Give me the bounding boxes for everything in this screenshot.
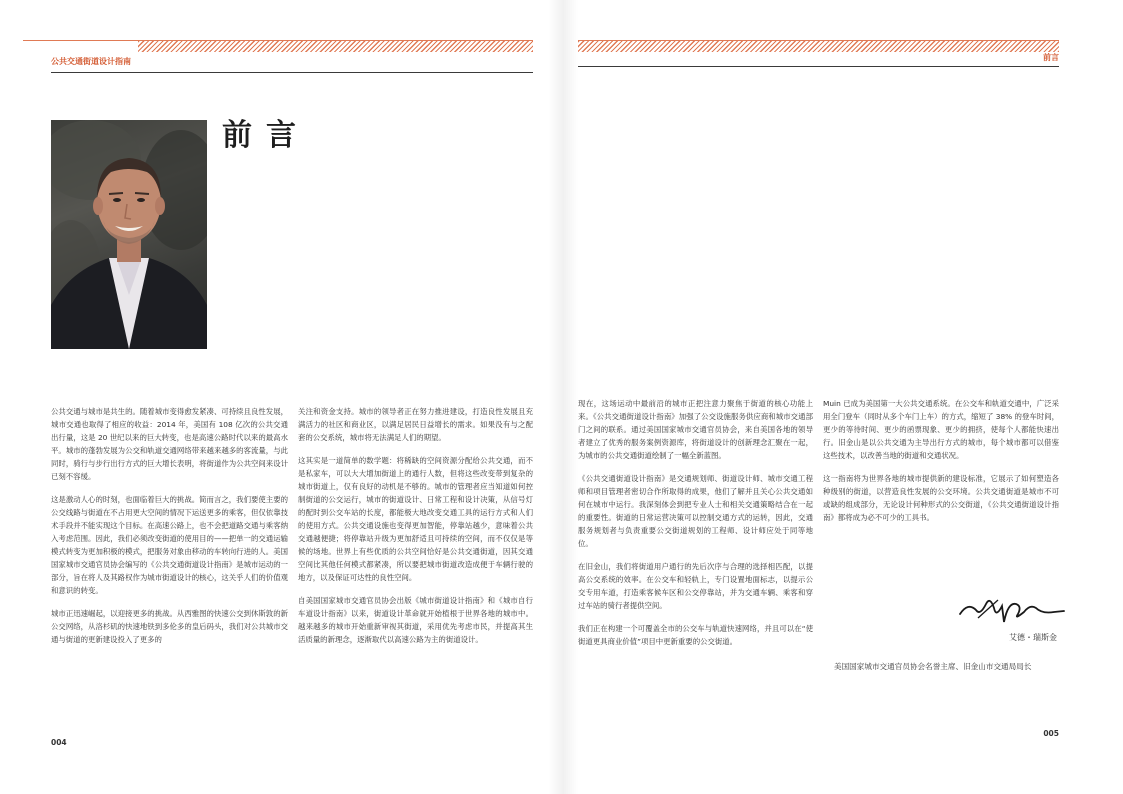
paragraph: 公共交通与城市是共生的。随着城市变得愈发紧凑、可持续且良性发展，城市交通也取得了相应的收益：2014 年，美国有 108 亿次的公共交通出行量，这是 20 世纪以来的巨大转变，也是高速公路时代以来的最高水平。城市的蓬勃发展为公交和轨道交通网络带来越来越多的客流量，与此同时，骑行与步行出行方式的巨大增长表明，将街道作为公共空间来设计已刻不容缓。 <box>51 407 288 481</box>
paragraph: 现在，这场运动中最前沿的城市正把注意力聚焦于街道的核心功能上来。《公共交通街道设计指南》加强了公交设施服务供应商和城市交通部门之间的联系。通过美国国家城市交通官员协会，来自美国各地的领导者建立了优秀的服务案例资源库，将街道设计的创新理念汇聚在一起，为城市的公共交通街道绘制了一幅全新蓝图。 <box>578 399 813 460</box>
left-page-number: 004 <box>51 738 67 747</box>
right-running-head: 前言 <box>1043 53 1059 62</box>
text-column-1 <box>51 405 288 656</box>
paragraph: 关注和资金支持。城市的领导者正在努力推进建设，打造良性发展且充满活力的社区和商业区，以满足居民日益增长的需求。如果没有与之配套的公交系统，城市将无法满足人们的期望。 <box>298 407 533 442</box>
signature-title: 美国国家城市交通官员协会名誉主席、旧金山市交通局局长 <box>834 662 1032 671</box>
right-page-number: 005 <box>1043 729 1059 738</box>
left-running-head: 公共交通街道设计指南 <box>51 57 131 66</box>
paragraph: 这其实是一道简单的数学题：将稀缺的空间资源分配给公共交通，而不是私家车，可以大大增加街道上的通行人数，但将这些改变带到复杂的城市街道上，仅有良好的动机是不够的。城市的管理者应当知道如何控制街道的公交运行，城市的街道设计、日常工程和设计决策，从信号灯的配时到公交车站的长度，都能极大地改变交通工具的运行方式和人们的使用方式。公共交通设施也变得更加智能，停靠站越少，意味着公共交通越便捷；将停靠站升级为更加舒适且可持续的空间，而不仅仅是等候的场地。世界上有些优质的公共空间恰好是公共交通街道，因其交通空间比其他任何模式都紧凑，所以要把城市街道改造成便于车辆行驶的地方，以及保证可达性的良性空间。 <box>298 456 533 582</box>
right-header-rule <box>578 66 1059 67</box>
text-column-2 <box>298 405 533 656</box>
book-gutter <box>548 0 578 794</box>
paragraph: 《公共交通街道设计指南》是交通规划师、街道设计师、城市交通工程师和项目管理者密切合作所取得的成果，他们了解并且关心公共交通如何在城市中运行。我深刻体会到把专业人士和相关交通策略结合在一起的重要性。街道的日常运营决策可以控制交通方式的运转，因此，交通服务规划者与负责重要公交街道规划的工程师、设计师应处于同等地位。 <box>578 474 813 548</box>
author-portrait <box>51 120 207 349</box>
page-title: 前言 <box>222 118 310 153</box>
text-column-3 <box>578 397 813 658</box>
paragraph: 在旧金山，我们将街道用户通行的先后次序与合理的选择相匹配，以提高公交系统的效率。在公交车和轻轨上，专门设置地面标志，以提示公交专用车道，打造乘客候车区和公交停靠站，并为交通车辆、乘客和穿过车站的骑行者提供空间。 <box>578 562 813 610</box>
signature-name: 艾德・瑞斯金 <box>1009 633 1057 642</box>
portrait-illustration <box>51 120 207 349</box>
handwritten-signature <box>958 592 1068 630</box>
paragraph: 自美国国家城市交通官员协会出版《城市街道设计指南》和《城市自行车道设计指南》以来，街道设计革命就开始植根于世界各地的城市中。越来越多的城市开始重新审视其街道，采用优先考虑市民，并提高其生活质量的新理念，逐渐取代以高速公路为主的街道设计。 <box>298 596 533 644</box>
left-header-rule <box>51 72 533 73</box>
left-header-hatch-band <box>138 41 533 52</box>
paragraph: 城市正迅速崛起，以迎接更多的挑战。从西雅图的快速公交到休斯敦的新公交网络，从洛杉矶的快速地铁到多伦多的皇后码头，我们对公共城市交通与街道的更新建设投入了更多的 <box>51 609 288 644</box>
paragraph: 我们正在构建一个可覆盖全市的公交车与轨道快速网络，并且可以在“使街道更具商业价值”项目中更新重要的公交街道。 <box>578 624 813 646</box>
paragraph: 这是激动人心的时刻，也面临着巨大的挑战。简而言之，我们要使主要的公交线路与街道在不占用更大空间的情况下运送更多的乘客，但仅依靠技术手段并不能实现这个目标。在高速公路上，也不会把道路交通与乘客纳入考虑范围。因此，我们必须改变街道的使用目的——把单一的交通运输模式转变为更加积极的模式，把服务对象由移动的车转向行进的人。美国国家城市交通官员协会编写的《公共交通街道设计指南》是城市运动的一部分，旨在将人及其路权作为城市街道设计的核心，这关乎人们的价值观和意识的转变。 <box>51 495 288 595</box>
paragraph: 这一指南将为世界各地的城市提供新的建设标准，它展示了如何塑造各种级别的街道，以营造良性发展的公交环境。公共交通街道是城市不可或缺的组成部分，无论设计何种形式的公交街道，《公共交通街道设计指南》都将成为必不可少的工具书。 <box>823 474 1059 522</box>
text-column-4 <box>823 397 1059 534</box>
right-header-hatch-band <box>578 41 1059 52</box>
paragraph: Muin 已成为美国第一大公共交通系统。在公交车和轨道交通中，广泛采用全门登车（同时从多个车门上车）的方式，缩短了 38% 的登车时间，更少的等待时间、更少的函票现象、更少的拥挤，使每个人都能快速出行。旧金山是以公共交通为主导出行方式的城市，每个城市都可以借鉴这些技术，以改善当地的街道和交通状况。 <box>823 399 1059 460</box>
